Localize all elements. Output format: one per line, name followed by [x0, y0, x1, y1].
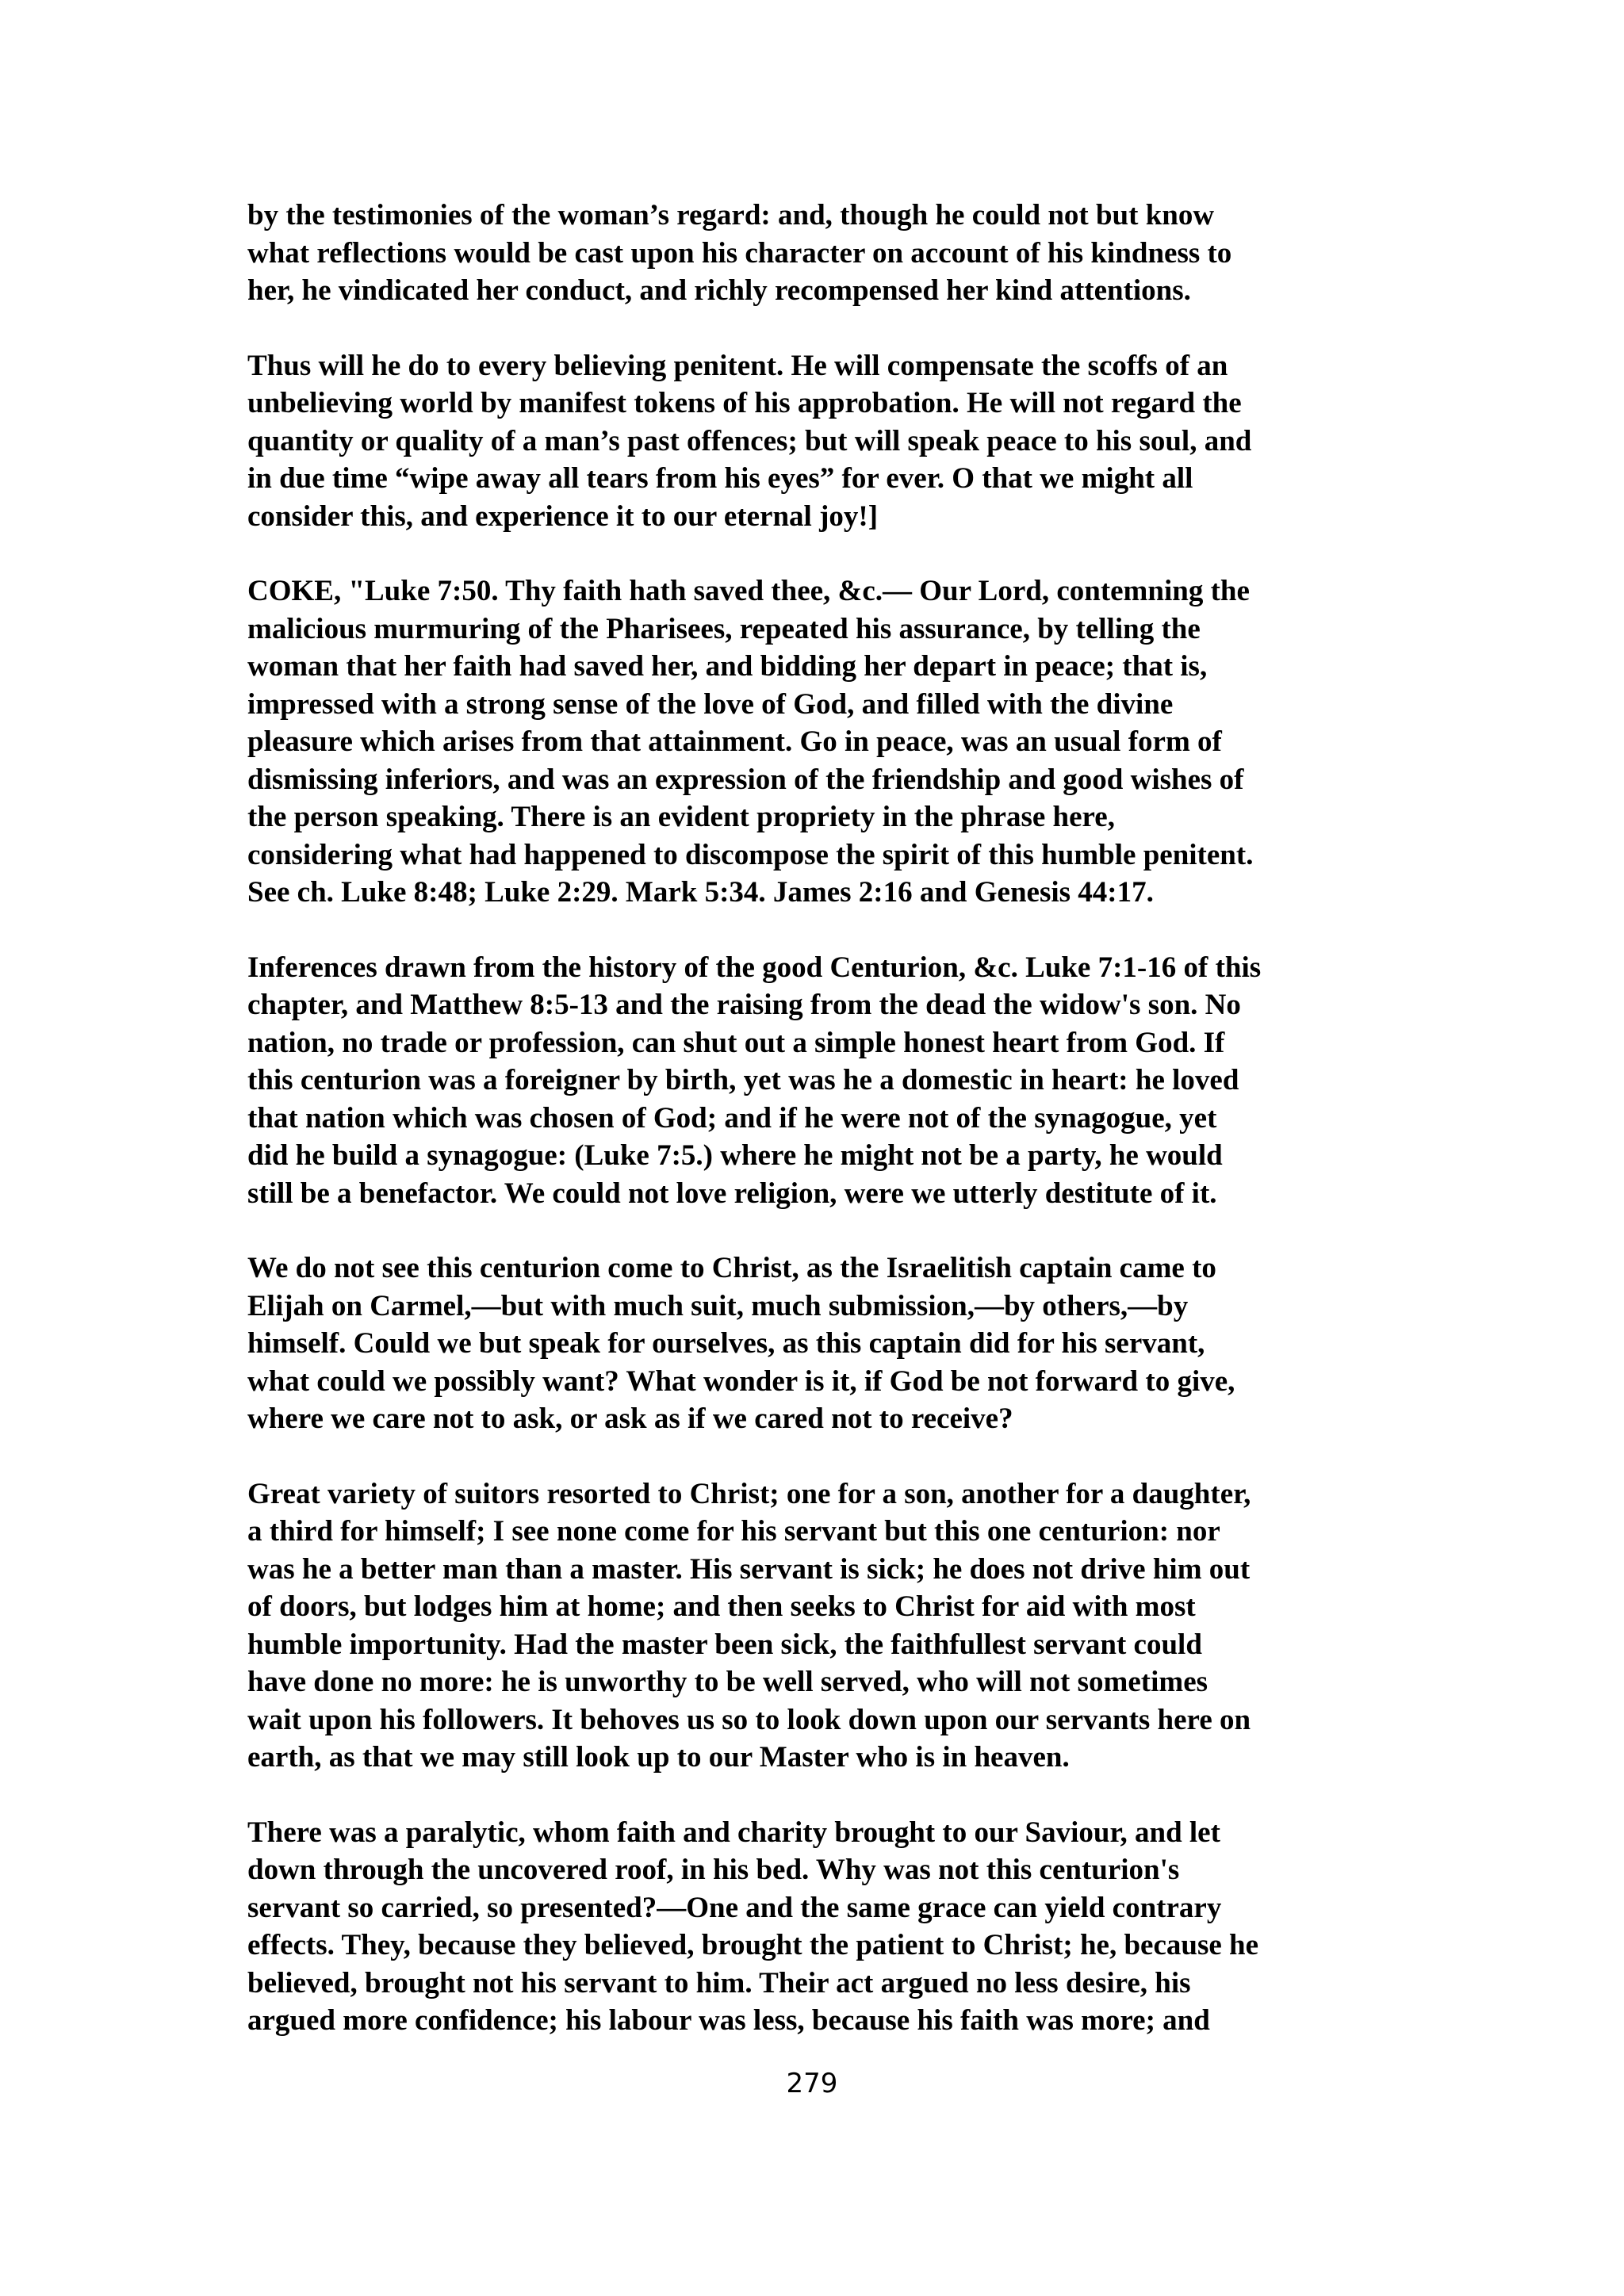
paragraph-5: We do not see this centurion come to Christ, as the Israelitish captain came to Elijah on Carmel,—but with much suit, much submission,—by others,—by himself. Could we but speak for ourselves, as this captain did for his servant, what could we possibly want? What wonder is it, if God be not forward to give, where we care not to ask, or ask as if we cared not to receive?	[247, 1252, 1235, 1435]
paragraph-3: COKE, "Luke 7:50. Thy faith hath saved thee, &c.— Our Lord, contemning the malicious murmuring of the Pharisees, repeated his assurance, by telling the woman that her faith had saved her, and bidding her depart in peace; that is, impressed with a strong sense of the love of God, and filled with the divine pleasure which arises from that attainment. Go in peace, was an usual form of dismissing inferiors, and was an expression of the friendship and good wishes of the person speaking. There is an evident propriety in the phrase here, considering what had happened to discompose the spirit of this humble penitent. See ch. Luke 8:48; Luke 2:29. Mark 5:34. James 2:16 and Genesis 44:17.	[247, 575, 1254, 909]
paragraph-4: Inferences drawn from the history of the good Centurion, &c. Luke 7:1-16 of this chapter, and Matthew 8:5-13 and the raising from the dead the widow's son. No nation, no trade or profession, can shut out a simple honest heart from God. If this centurion was a foreigner by birth, yet was he a domestic in heart: he loved that nation which was chosen of God; and if he were not of the synagogue, yet did he build a synagogue: (Luke 7:5.) where he might not be a party, he would still be a benefactor. We could not love religion, were we utterly destitute of it.	[247, 951, 1262, 1210]
paragraph-7: There was a paralytic, whom faith and charity brought to our Saviour, and let down through the uncovered roof, in his bed. Why was not this centurion's servant so carried, so presented?—One and the same grace can yield contrary effects. They, because they believed, brought the patient to Christ; he, because he believed, brought not his servant to him. Their act argued no less desire, his argued more confidence; his labour was less, because his faith was more; and	[247, 1816, 1259, 2037]
paragraph-2: Thus will he do to every believing penitent. He will compensate the scoffs of an unbelieving world by manifest tokens of his approbation. He will not regard the quantity or quality of a man’s past offences; but will speak peace to his soul, and in due time “wipe away all tears from his eyes” for ever. O that we might all consider this, and experience it to our eternal joy!]	[247, 349, 1252, 533]
page-number: 279	[786, 2068, 838, 2099]
paragraph-6: Great variety of suitors resorted to Christ; one for a son, another for a daughter, a third for himself; I see none come for his servant but this one centurion: nor was he a better man than a master. His servant is sick; he does not drive him out of doors, but lodges him at home; and then seeks to Christ for aid with most humble importunity. Had the master been sick, the faithfullest servant could have done no more: he is unworthy to be well served, who will not sometimes wait upon his followers. It behoves us so to look down upon our servants here on earth, as that we may still look up to our Master who is in heaven.	[247, 1477, 1251, 1774]
paragraph-1: by the testimonies of the woman’s regard: and, though he could not but know what reflections would be cast upon his character on account of his kindness to her, he vindicated her conduct, and richly recompensed her kind attentions.	[247, 199, 1232, 307]
page-body	[247, 197, 1389, 2077]
